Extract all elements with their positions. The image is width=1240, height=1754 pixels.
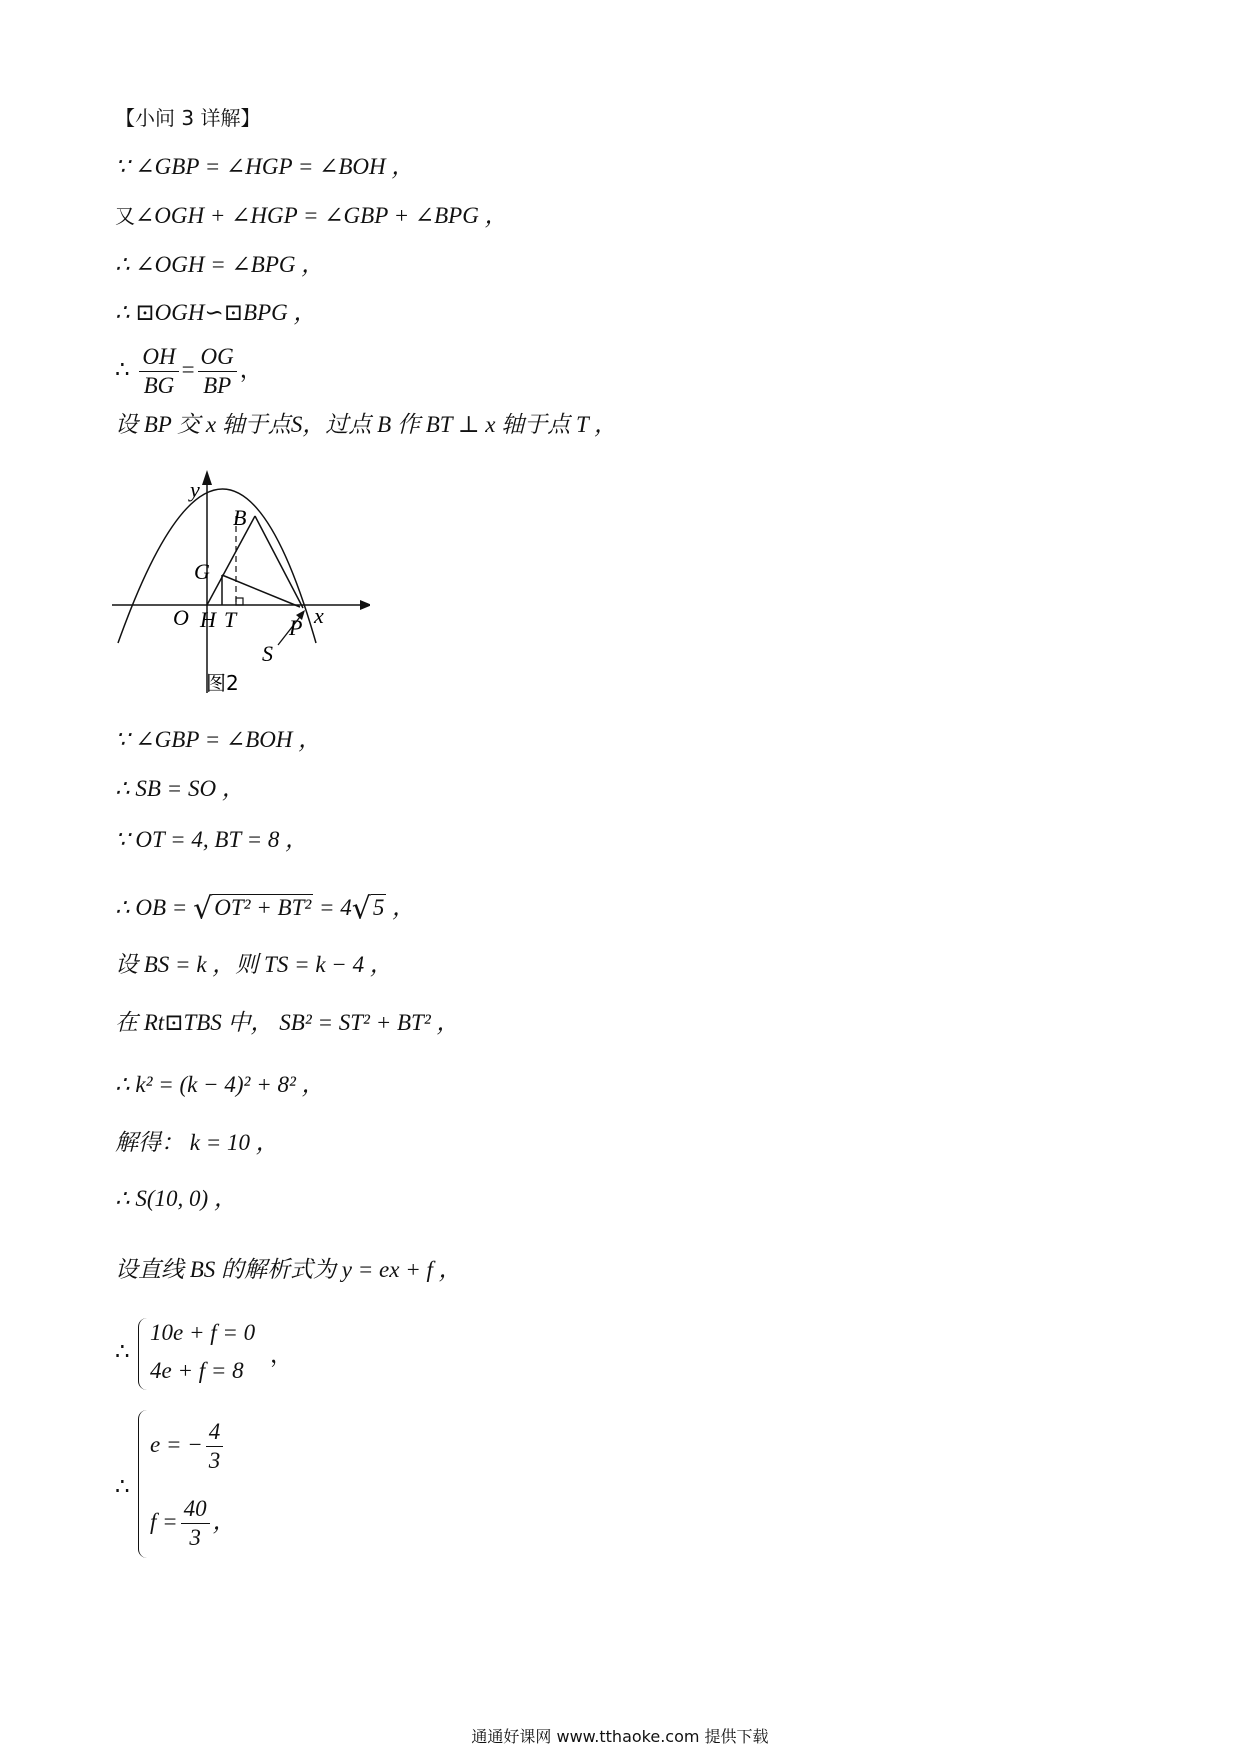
solution-brace — [138, 1410, 147, 1558]
step-1: ∵ ∠GBP = ∠HGP = ∠BOH ， — [115, 154, 415, 179]
label-o: O — [173, 605, 189, 630]
label-s: S — [262, 641, 273, 666]
segment-ob — [207, 516, 255, 605]
step-17-therefore: ∴ — [115, 1339, 130, 1364]
fraction-numerator: OH — [139, 343, 178, 372]
segment-bp — [255, 516, 303, 608]
x-axis-arrow — [360, 600, 370, 610]
radicand: OT² + BT² — [214, 895, 312, 920]
step-9: ∵ OT = 4, BT = 8 ， — [115, 827, 309, 852]
fraction-denominator: BP — [203, 373, 232, 398]
step-2-expr: ∠OGH + ∠HGP = ∠GBP + ∠BPG ， — [135, 203, 508, 228]
step-17-end: ， — [270, 1342, 293, 1367]
step-5 — [115, 340, 263, 400]
fraction-e — [206, 1418, 224, 1475]
label-h: H — [200, 607, 216, 632]
label-x: x — [314, 603, 324, 628]
radicand: 5 — [372, 895, 385, 920]
parabola-figure — [110, 465, 370, 695]
fraction-denominator: 3 — [208, 1448, 221, 1474]
step-18-therefore: ∴ — [115, 1474, 130, 1499]
label-t: T — [224, 607, 237, 632]
step-16: 设直线 BS 的解析式为 y = ex + f ， — [115, 1257, 462, 1282]
comma: ， — [212, 1509, 236, 1534]
step-10 — [115, 890, 415, 925]
step-2-prefix: 又 — [115, 204, 135, 228]
step-14: 解得： k = 10 ， — [115, 1130, 279, 1155]
fraction-denominator: 3 — [189, 1525, 201, 1551]
step-10-lhs: ∴ OB = — [115, 895, 194, 920]
radical-sign: √ — [193, 891, 213, 927]
fraction-denominator: BG — [143, 373, 175, 398]
equals-sign: = — [181, 357, 195, 382]
system-eq-2: 4e + f = 8 — [150, 1358, 244, 1383]
step-15: ∴ S(10, 0) ， — [115, 1186, 237, 1211]
step-13: ∴ k² = (k − 4)² + 8² ， — [115, 1072, 325, 1097]
comma: ， — [386, 895, 416, 920]
system-eq-1: 10e + f = 0 — [150, 1320, 256, 1345]
step-3: ∴ ∠OGH = ∠BPG ， — [115, 252, 325, 277]
fraction-og-bp — [198, 343, 237, 400]
heading: 【小问 3 详解】 — [115, 106, 261, 130]
fraction-numerator: 40 — [181, 1495, 210, 1524]
solution-e-lhs: e = − — [150, 1432, 203, 1457]
label-p: P — [289, 615, 303, 640]
step-8: ∴ SB = SO ， — [115, 776, 245, 801]
radical-sign: √ — [351, 891, 371, 927]
solution-f — [150, 1490, 236, 1554]
label-b: B — [233, 505, 247, 530]
step-6: 设 BP 交 x 轴于点S，过点 B 作 BT ⊥ x 轴于点 T ， — [115, 412, 618, 437]
right-angle-mark — [236, 598, 243, 605]
step-12: 在 Rt⊡TBS 中， SB² = ST² + BT² ， — [115, 1010, 460, 1035]
comma: ， — [239, 357, 263, 382]
step-7: ∵ ∠GBP = ∠BOH ， — [115, 727, 322, 752]
parabola-curve — [118, 489, 316, 643]
figure-caption: 图2 — [206, 671, 239, 695]
step-4: ∴ ⊡OGH∽⊡BPG ， — [115, 300, 317, 325]
fraction-numerator: OG — [198, 343, 237, 372]
fraction-numerator: 4 — [206, 1418, 224, 1447]
fraction-oh-bg — [139, 343, 178, 400]
step-11: 设 BS = k ，则 TS = k − 4 ， — [115, 952, 393, 977]
solution-e — [150, 1413, 226, 1477]
y-axis-arrow — [202, 470, 212, 485]
step-2 — [115, 201, 508, 231]
step-10-mid: = 4 — [313, 895, 352, 920]
therefore-symbol: ∴ — [115, 357, 130, 382]
footer-source: 通通好课网 www.tthaoke.com 提供下载 — [471, 1727, 769, 1746]
fraction-f — [181, 1495, 210, 1552]
label-y: y — [190, 477, 200, 502]
label-g: G — [194, 559, 210, 584]
system-brace — [138, 1318, 147, 1390]
solution-f-lhs: f = — [150, 1509, 178, 1534]
